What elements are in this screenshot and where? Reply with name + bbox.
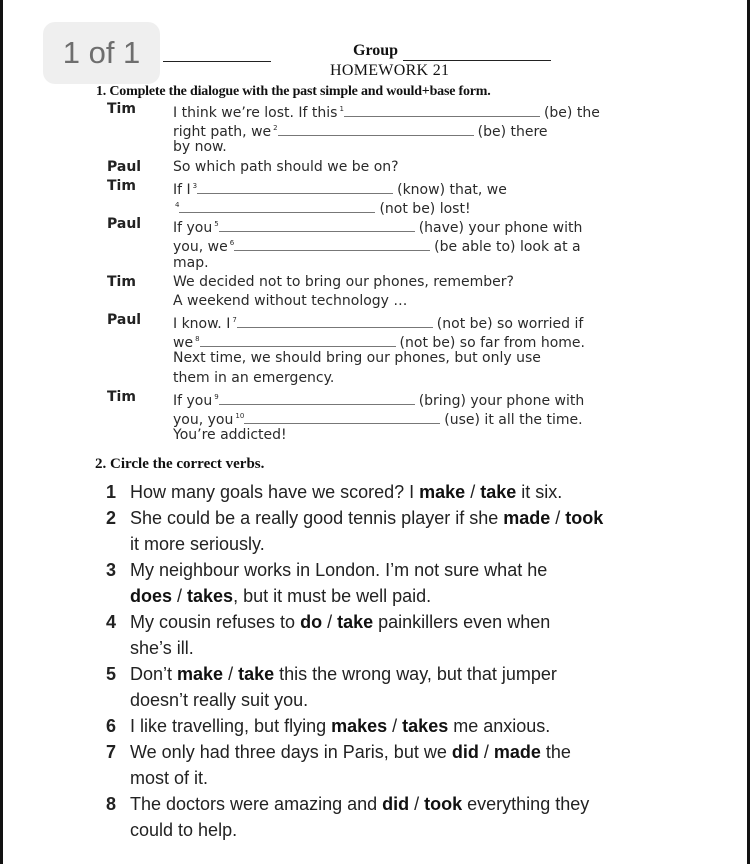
dialogue-fragment: We decided not to bring our phones, remember? bbox=[173, 273, 514, 290]
dialogue-text bbox=[173, 369, 334, 388]
text-fragment: painkillers even when bbox=[373, 612, 551, 632]
dialogue-text bbox=[173, 254, 209, 273]
dialogue-text bbox=[173, 138, 227, 157]
name-blank-line bbox=[163, 61, 271, 62]
dialogue-fragment: (be able to) look at a bbox=[434, 239, 581, 256]
item-text bbox=[130, 791, 589, 817]
item-number: 6 bbox=[106, 716, 117, 736]
item-text bbox=[130, 531, 265, 557]
group-blank-line bbox=[403, 60, 551, 61]
gap-number: 1 bbox=[339, 105, 344, 113]
dialogue-text bbox=[173, 292, 407, 311]
dialogue-fragment: (bring) your phone with bbox=[418, 392, 585, 409]
dialogue-line bbox=[107, 388, 687, 407]
verb-option[interactable]: take bbox=[337, 612, 374, 632]
answer-blank[interactable] bbox=[200, 333, 396, 347]
item-number: 3 bbox=[106, 560, 117, 580]
item-number: 4 bbox=[106, 612, 117, 632]
gap-number: 9 bbox=[214, 392, 219, 401]
answer-blank[interactable] bbox=[219, 391, 415, 405]
dialogue-fragment: (know) that, we bbox=[397, 181, 507, 198]
text-fragment: , but it must be well paid. bbox=[233, 586, 432, 606]
text-fragment: The doctors were amazing and bbox=[130, 794, 383, 814]
item-text bbox=[130, 609, 550, 635]
group-label: Group bbox=[353, 42, 399, 59]
verb-option[interactable]: did bbox=[451, 742, 479, 762]
answer-blank[interactable] bbox=[244, 410, 440, 424]
dialogue-fragment: If you bbox=[173, 220, 213, 237]
text-fragment: Don’t bbox=[130, 664, 178, 684]
dialogue-line bbox=[107, 407, 687, 426]
text-fragment: doesn’t really suit you. bbox=[130, 690, 309, 710]
section2-heading: 2. Circle the correct verbs. bbox=[95, 456, 265, 472]
item-text bbox=[130, 739, 571, 765]
text-fragment: most of it. bbox=[130, 768, 209, 788]
dialogue-fragment: (have) your phone with bbox=[418, 220, 583, 237]
gap-number: 2 bbox=[273, 124, 278, 133]
text-fragment: My neighbour works in London. I’m not sure what he bbox=[130, 560, 548, 580]
gap-number: 6 bbox=[229, 239, 235, 248]
dialogue-text bbox=[173, 349, 541, 368]
dialogue-line bbox=[107, 273, 687, 292]
item-text bbox=[130, 635, 194, 661]
dialogue-line bbox=[107, 119, 687, 141]
dialogue-fragment: map. bbox=[173, 254, 209, 271]
item-text bbox=[130, 583, 431, 609]
verb-option[interactable]: made bbox=[493, 742, 541, 762]
page-title: HOMEWORK 21 bbox=[330, 62, 450, 79]
gap-number: 8 bbox=[195, 335, 200, 344]
verb-option[interactable]: does bbox=[130, 586, 173, 606]
dialogue-fragment: You’re addicted! bbox=[173, 427, 287, 444]
dialogue-text bbox=[173, 158, 399, 177]
dialogue-line bbox=[107, 138, 687, 157]
item-text bbox=[130, 817, 237, 843]
dialogue-line bbox=[107, 234, 687, 256]
item-number: 1 bbox=[106, 482, 117, 502]
item-text bbox=[130, 687, 308, 713]
text-fragment: I like travelling, but flying bbox=[130, 716, 332, 736]
text-fragment: / bbox=[409, 794, 425, 814]
text-fragment: / bbox=[172, 586, 188, 606]
speaker-name: Tim bbox=[107, 273, 136, 290]
text-fragment: it more seriously. bbox=[130, 534, 265, 554]
item-number: 7 bbox=[106, 742, 117, 762]
text-fragment: / bbox=[465, 482, 481, 502]
dialogue-fragment: you, you bbox=[173, 412, 234, 428]
text-fragment: / bbox=[478, 742, 494, 762]
speaker-name: Paul bbox=[107, 158, 142, 175]
dialogue-fragment: If I bbox=[173, 181, 191, 198]
answer-blank[interactable] bbox=[237, 314, 433, 328]
dialogue-text bbox=[173, 426, 287, 445]
dialogue-fragment: I know. I bbox=[173, 316, 231, 333]
text-fragment: / bbox=[387, 716, 403, 736]
text-fragment: She could be a really good tennis player if she bbox=[130, 508, 504, 528]
dialogue-fragment: them in an emergency. bbox=[173, 369, 335, 386]
dialogue-line bbox=[107, 100, 687, 119]
item-text bbox=[130, 505, 603, 531]
answer-blank[interactable] bbox=[344, 103, 540, 117]
item-text bbox=[130, 765, 208, 791]
dialogue-line bbox=[107, 349, 687, 368]
dialogue-line bbox=[107, 196, 687, 215]
text-fragment: / bbox=[223, 664, 239, 684]
text-fragment: it six. bbox=[516, 482, 563, 502]
dialogue-fragment: (not be) so far from home. bbox=[399, 335, 585, 352]
verb-option[interactable]: make bbox=[177, 664, 224, 684]
speaker-name: Tim bbox=[107, 101, 136, 117]
answer-blank[interactable] bbox=[197, 180, 393, 194]
dialogue-fragment: (use) it all the time. bbox=[444, 412, 583, 428]
text-fragment: the bbox=[540, 742, 571, 762]
dialogue-line bbox=[107, 215, 687, 237]
text-fragment: this the wrong way, but that jumper bbox=[274, 664, 557, 684]
dialogue-fragment: If you bbox=[173, 392, 213, 409]
dialogue bbox=[107, 100, 687, 445]
dialogue-fragment: we bbox=[173, 335, 194, 352]
item-text bbox=[130, 661, 557, 687]
verb-option[interactable]: takes bbox=[402, 716, 449, 736]
text-fragment: My cousin refuses to bbox=[130, 612, 301, 632]
dialogue-line bbox=[107, 426, 687, 445]
dialogue-fragment: (be) the bbox=[543, 105, 600, 121]
page-indicator: 1 of 1 bbox=[43, 22, 160, 84]
item-text bbox=[130, 713, 550, 739]
dialogue-fragment: right path, we bbox=[173, 124, 272, 141]
dialogue-line bbox=[107, 177, 687, 196]
text-fragment: everything they bbox=[462, 794, 590, 814]
text-fragment: / bbox=[322, 612, 338, 632]
verb-option[interactable]: make bbox=[419, 482, 466, 502]
text-fragment: / bbox=[550, 508, 566, 528]
answer-blank[interactable] bbox=[234, 237, 430, 251]
item-number: 8 bbox=[106, 794, 117, 814]
verb-option[interactable]: takes bbox=[187, 586, 234, 606]
text-fragment: We only had three days in Paris, but we bbox=[130, 742, 452, 762]
dialogue-text bbox=[173, 273, 514, 292]
item-text bbox=[130, 557, 547, 583]
dialogue-fragment: A weekend without technology … bbox=[173, 292, 408, 309]
gap-number: 3 bbox=[192, 181, 198, 190]
verb-option[interactable]: take bbox=[238, 664, 275, 684]
item-number: 5 bbox=[106, 664, 117, 684]
text-fragment: she’s ill. bbox=[130, 638, 194, 658]
verb-option[interactable]: take bbox=[480, 482, 517, 502]
dialogue-fragment: (not be) lost! bbox=[379, 200, 471, 217]
text-fragment: me anxious. bbox=[448, 716, 551, 736]
answer-blank[interactable] bbox=[278, 122, 474, 136]
gap-number: 4 bbox=[175, 200, 180, 209]
verb-option[interactable]: took bbox=[424, 794, 463, 814]
section1-heading: 1. Complete the dialogue with the past simple and would+base form. bbox=[96, 84, 491, 99]
speaker-name: Paul bbox=[107, 216, 142, 233]
gap-number: 10 bbox=[235, 412, 245, 420]
answer-blank[interactable] bbox=[219, 218, 415, 232]
dialogue-line bbox=[107, 369, 687, 388]
verb-option[interactable]: took bbox=[565, 508, 604, 528]
dialogue-fragment: (not be) so worried if bbox=[436, 316, 584, 333]
dialogue-line bbox=[107, 330, 687, 352]
item-number: 2 bbox=[106, 508, 117, 528]
dialogue-line bbox=[107, 311, 687, 333]
dialogue-fragment: Next time, we should bring our phones, but only use bbox=[173, 350, 541, 367]
dialogue-fragment: by now. bbox=[173, 139, 227, 156]
dialogue-fragment: (be) there bbox=[477, 124, 548, 141]
verb-option[interactable]: did bbox=[382, 794, 410, 814]
dialogue-fragment: you, we bbox=[173, 239, 228, 256]
verb-option[interactable]: makes bbox=[331, 716, 388, 736]
speaker-name: Tim bbox=[107, 388, 136, 405]
dialogue-line bbox=[107, 158, 687, 177]
speaker-name: Paul bbox=[107, 312, 142, 329]
dialogue-line bbox=[107, 292, 687, 311]
gap-number: 7 bbox=[232, 316, 237, 325]
gap-number: 5 bbox=[214, 220, 219, 229]
item-text bbox=[130, 479, 562, 505]
text-fragment: could to help. bbox=[130, 820, 238, 840]
dialogue-fragment: I think we’re lost. If this bbox=[173, 105, 338, 121]
verb-option[interactable]: do bbox=[300, 612, 323, 632]
dialogue-fragment: So which path should we be on? bbox=[173, 158, 399, 175]
verb-option[interactable]: made bbox=[503, 508, 551, 528]
text-fragment: How many goals have we scored? I bbox=[130, 482, 420, 502]
answer-blank[interactable] bbox=[179, 199, 375, 213]
speaker-name: Tim bbox=[107, 177, 136, 194]
dialogue-line bbox=[107, 254, 687, 273]
